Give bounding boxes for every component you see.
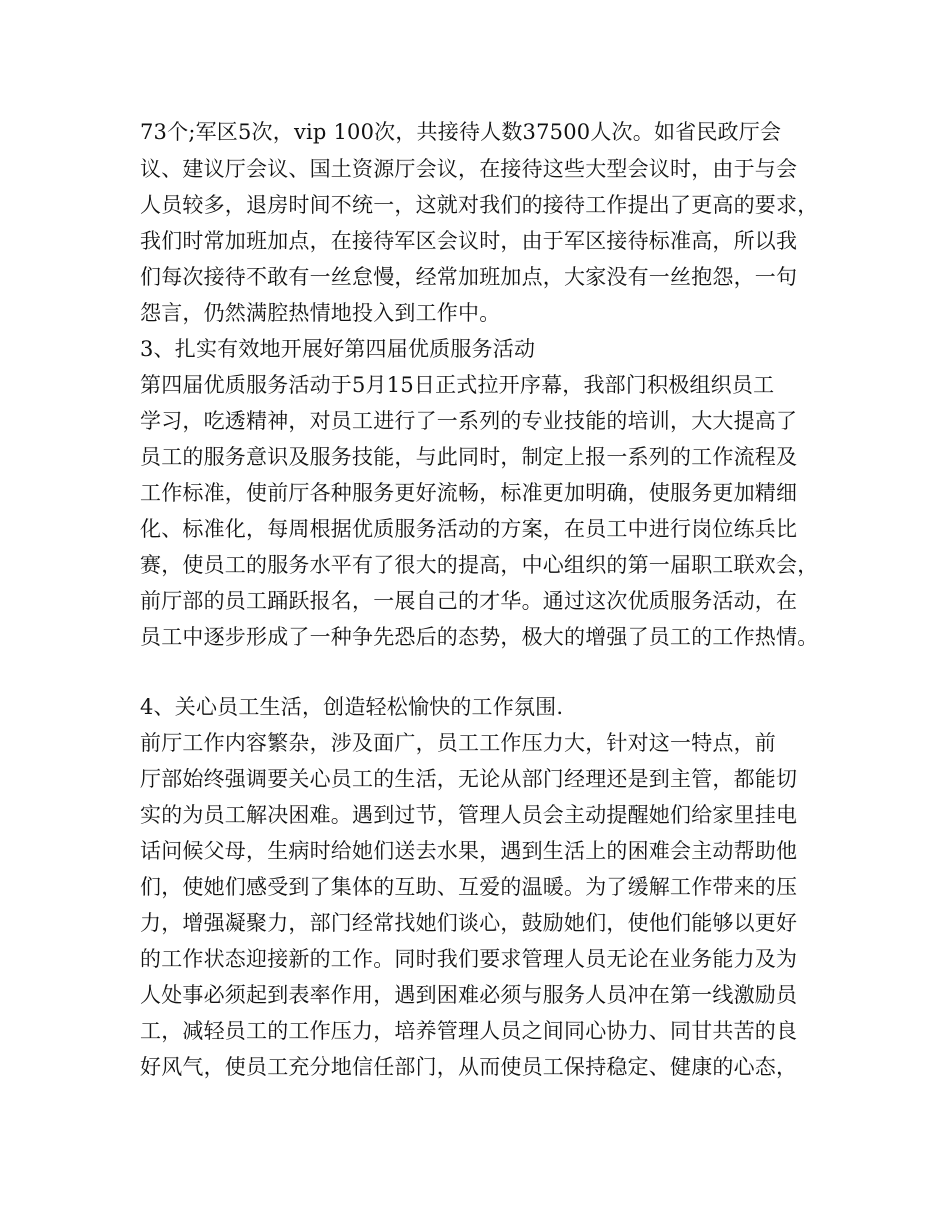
text-line: 我们时常加班加点，在接待军区会议时，由于军区接待标准高，所以我 [140, 229, 798, 253]
text-line: 人处事必须起到表率作用，遇到困难必须与服务人员冲在第一线激励员 [140, 983, 798, 1007]
text-line: 的工作状态迎接新的工作。同时我们要求管理人员无论在业务能力及为 [140, 947, 798, 971]
text-line: 赛，使员工的服务水平有了很大的提高，中心组织的第一届职工联欢会， [140, 553, 819, 577]
section-heading-3: 3、扎实有效地开展好第四届优质服务活动 [140, 337, 536, 361]
text-line: 厅部始终强调要关心员工的生活，无论从部门经理还是到主管，都能切 [140, 767, 798, 791]
text-line: 们每次接待不敢有一丝怠慢，经常加班加点，大家没有一丝抱怨，一句 [140, 265, 798, 289]
text-line: 好风气，使员工充分地信任部门，从而使员工保持稳定、健康的心态， [140, 1055, 798, 1079]
text-line: 话问候父母，生病时给她们送去水果，遇到生活上的困难会主动帮助他 [140, 839, 798, 863]
text-line: 工作标准，使前厅各种服务更好流畅，标准更加明确，使服务更加精细 [140, 481, 798, 505]
text-line: 化、标准化，每周根据优质服务活动的方案，在员工中进行岗位练兵比 [140, 517, 798, 541]
text-line: 人员较多，退房时间不统一，这就对我们的接待工作提出了更高的要求， [140, 193, 819, 217]
text-line: 前厅部的员工踊跃报名，一展自己的才华。通过这次优质服务活动，在 [140, 589, 798, 613]
text-line: 前厅工作内容繁杂，涉及面广，员工工作压力大，针对这一特点，前 [140, 731, 776, 755]
text-line: 议、建议厅会议、国土资源厅会议，在接待这些大型会议时，由于与会 [140, 157, 798, 181]
text-line: 第四届优质服务活动于5月15日正式拉开序幕，我部门积极组织员工 [140, 373, 775, 397]
section-heading-4: 4、关心员工生活，创造轻松愉快的工作氛围. [140, 695, 564, 719]
text-line: 力，增强凝聚力，部门经常找她们谈心，鼓励她们，使他们能够以更好 [140, 911, 798, 935]
text-line: 员工的服务意识及服务技能，与此同时，制定上报一系列的工作流程及 [140, 445, 798, 469]
text-line: 实的为员工解决困难。遇到过节，管理人员会主动提醒她们给家里挂电 [140, 803, 798, 827]
text-line: 们，使她们感受到了集体的互助、互爱的温暖。为了缓解工作带来的压 [140, 875, 798, 899]
text-line: 73个;军区5次，vip 100次，共接待人数37500人次。如省民政厅会 [140, 120, 782, 144]
text-line: 怨言，仍然满腔热情地投入到工作中。 [140, 301, 501, 325]
text-line: 员工中逐步形成了一种争先恐后的态势，极大的增强了员工的工作热情。 [140, 625, 819, 649]
text-line: 工，减轻员工的工作压力，培养管理人员之间同心协力、同甘共苦的良 [140, 1019, 798, 1043]
text-line: 学习，吃透精神，对员工进行了一系列的专业技能的培训，大大提高了 [140, 409, 798, 433]
